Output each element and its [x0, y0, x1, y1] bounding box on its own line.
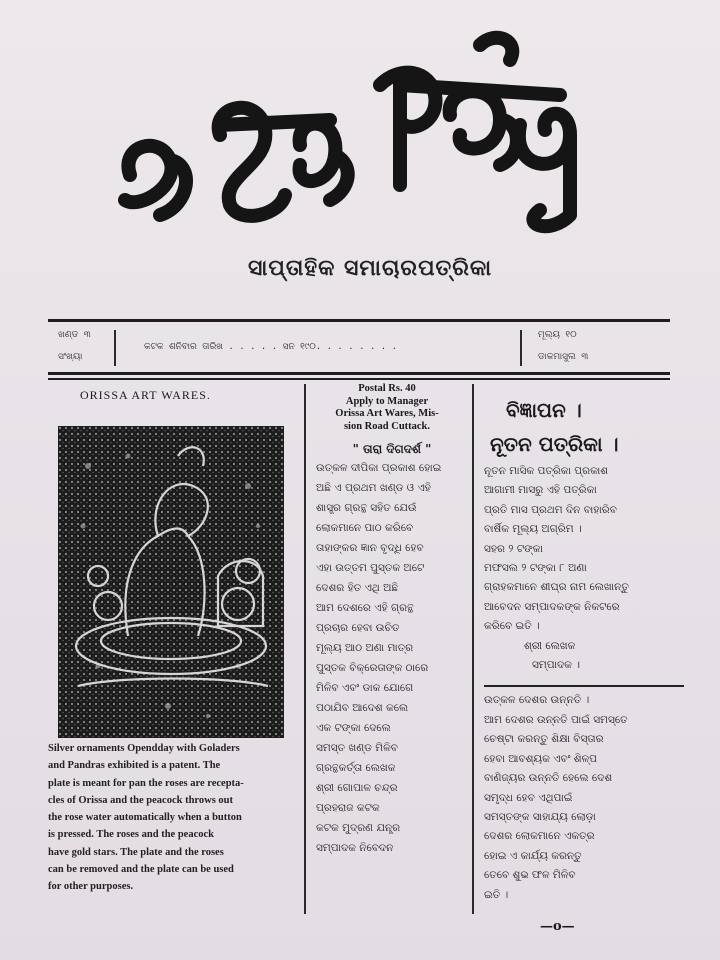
info-divider-left: [114, 330, 116, 366]
text-line: ଆବେଦନ ସମ୍ପାଦକଙ୍କ ନିକଟରେ: [484, 600, 620, 613]
text-line: ତେବେ ଶୁଭ ଫଳ ମିଳିବ: [484, 869, 576, 882]
end-mark: —o—: [540, 919, 575, 934]
text-line: ଅଛି ଏ ପ୍ରଥମ ଖଣ୍ଡ ଓ ଏହି: [316, 482, 431, 494]
info-divider-right: [520, 330, 522, 366]
address-line: Apply to Manager: [345, 395, 429, 407]
caption-line: is pressed. The roses and the peacock: [48, 829, 214, 841]
text-line: ମିଳିବ ଏବଂ ଡାକ ଯୋଗେ: [316, 682, 414, 694]
text-line: ସମସ୍ତଙ୍କ ସାହାଯ୍ୟ ଲୋଡ଼ା: [484, 810, 596, 823]
subtitle: ସାପ୍ତାହିକ ସମାଚାରପତ୍ରିକା: [248, 256, 493, 281]
column-divider-1: [304, 384, 306, 914]
info-bottom-rule: [48, 372, 670, 375]
text-line: ସମସ୍ତ ଖଣ୍ଡ ମିଳିବ: [316, 742, 398, 754]
text-line: ଶ୍ରୀ ଲେଖକ: [524, 639, 576, 652]
text-line: ଚେଷ୍ଟା କରନ୍ତୁ ଶିକ୍ଷା ବିସ୍ତାର: [484, 733, 604, 746]
text-line: ହେବା ଆବଶ୍ୟକ ଏବଂ ଶିଳ୍ପ: [484, 752, 597, 765]
text-line: ବାଣିଜ୍ୟର ଉନ୍ନତି ହେଲେ ଦେଶ: [484, 772, 613, 785]
text-line: ଦେଶର ଲୋକମାନେ ଏକତ୍ର: [484, 830, 595, 843]
new-magazine-heading: ନୂତନ ପତ୍ରିକା ।: [490, 432, 619, 456]
section-divider: [484, 675, 684, 687]
text-line: ଗ୍ରାହକମାନେ ଶୀଘ୍ର ନାମ ଲେଖାନ୍ତୁ: [484, 581, 629, 594]
advertisement-heading: ବିଜ୍ଞାପନ ।: [506, 398, 582, 422]
address-line: Postal Rs. 40: [358, 383, 416, 394]
caption-line: have gold stars. The plate and the roses: [48, 846, 224, 858]
date-line: କଟକ ଶନିବାର ତାରିଖ . . . . . ସନ ୧୯୦. . . . . . . .: [144, 342, 398, 352]
text-line: ଶାସ୍ତ୍ର ଗ୍ରନ୍ଥ ସହିତ ଯେଉଁ: [316, 502, 417, 514]
text-line: ଆମ ଦେଶରେ ଏହି ଗ୍ରନ୍ଥ: [316, 602, 414, 614]
text-line: କରିବେ ଇତି ।: [484, 620, 540, 633]
text-line: ମଫସଲ ୨ ଟଙ୍କା ୮ ଅଣା: [484, 562, 587, 575]
text-line: ଆଗାମୀ ମାସରୁ ଏହି ପତ୍ରିକା: [484, 484, 597, 497]
text-line: ତାହାଙ୍କର ଜ୍ଞାନ ବୃଦ୍ଧି ହେବ: [316, 542, 424, 554]
postage-label: ଡାକମାସୁଲ ୩: [538, 352, 589, 362]
text-line: ଶ୍ରୀ ଗୋପାଳ ଚନ୍ଦ୍ର: [316, 782, 398, 794]
caption-line: and Pandras exhibited is a patent. The: [48, 760, 221, 772]
text-line: ବାର୍ଷିକ ମୂଲ୍ୟ ଅଗ୍ରିମ ।: [484, 523, 582, 536]
text-line: ଆମ ଦେଶର ଉନ୍ନତି ପାଇଁ ସମସ୍ତେ: [484, 713, 628, 726]
text-line: ପ୍ରଚାର ହେବା ଉଚିତ: [316, 622, 400, 634]
art-wares-caption: [48, 740, 302, 896]
art-wares-heading: ORISSA ART WARES.: [80, 388, 211, 402]
caption-line: the rose water automatically when a button: [48, 812, 242, 824]
text-line: ଲୋକମାନେ ପାଠ କରିବେ: [316, 522, 414, 534]
number-label: ସଂଖ୍ୟା: [58, 352, 83, 362]
text-line: ଗ୍ରନ୍ଥକର୍ତ୍ତା ଲେଖକ: [316, 762, 396, 774]
address-line: sion Road Cuttack.: [343, 420, 431, 432]
caption-line: plate is meant for pan the roses are recepta-: [48, 777, 244, 789]
text-line: କଟକ ମୁଦ୍ରଣ ଯନ୍ତ୍ର: [316, 822, 401, 834]
caption-line: cles of Orissa and the peacock throws out: [48, 794, 234, 806]
text-line: ହୋଇ ଏ କାର୍ଯ୍ୟ କରନ୍ତୁ: [484, 849, 582, 862]
tara-digdarshan-title: " ତାରା ଦିଗଦର୍ଶ ": [352, 442, 432, 456]
volume-label: ଖଣ୍ଡ ୩: [58, 330, 91, 340]
text-line: ପ୍ରତି ମାସ ପ୍ରଥମ ଦିନ ବାହାରିବ: [484, 503, 617, 516]
text-line: ଇତି ।: [484, 888, 509, 901]
masthead-logotype: [100, 25, 620, 255]
text-line: ଦେଶର ହିତ ଏଥି ଅଛି: [316, 582, 399, 594]
art-wares-engraving: [58, 426, 284, 738]
text-line: ପୁସ୍ତକ ବିକ୍ରେତାଙ୍କ ଠାରେ: [316, 662, 429, 674]
text-line: ସମ୍ପାଦକ ।: [532, 659, 580, 672]
caption-line: for other purposes.: [48, 881, 134, 893]
price-label: ମୂଲ୍ୟ ୧୦: [538, 330, 577, 340]
text-line: ଏହା ଉତ୍ତମ ପୁସ୍ତକ ଅଟେ: [316, 562, 425, 574]
caption-line: Silver ornaments Opendday with Goladers: [48, 743, 240, 754]
text-line: ମୂଲ୍ୟ ଆଠ ଅଣା ମାତ୍ର: [316, 642, 414, 654]
address-line: Orissa Art Wares, Mis-: [335, 408, 439, 420]
text-line: ନୂତନ ମାସିକ ପତ୍ରିକା ପ୍ରକାଶ: [484, 465, 609, 477]
text-line: ସମୃଦ୍ଧ ହେବ ଏଥିପାଇଁ: [484, 791, 573, 804]
text-line: ପ୍ରହରାଜ କଟକ: [316, 802, 380, 814]
column-divider-2: [472, 384, 474, 914]
caption-line: can be removed and the plate can be used: [48, 864, 234, 876]
text-line: ଉତ୍କଳ ଦେଶର ଉନ୍ନତି ।: [484, 694, 590, 707]
info-bottom-rule-2: [48, 378, 670, 380]
text-line: ସମ୍ପାଦକ ନିବେଦନ: [316, 842, 394, 854]
text-line: ଏକ ଟଙ୍କା ଦେଲେ: [316, 722, 391, 734]
issue-info-bar: [48, 322, 670, 372]
col2-body: [316, 458, 466, 858]
text-line: ପଠାଯିବ ଆଦେଶ କଲେ: [316, 702, 409, 714]
art-wares-address: [312, 383, 462, 433]
text-line: ସହର ୨ ଟଙ୍କା: [484, 542, 543, 555]
text-line: ଉତ୍କଳ ଦୀପିକା ପ୍ରକାଶ ହୋଇ: [316, 462, 442, 474]
col3-body: [484, 462, 684, 905]
